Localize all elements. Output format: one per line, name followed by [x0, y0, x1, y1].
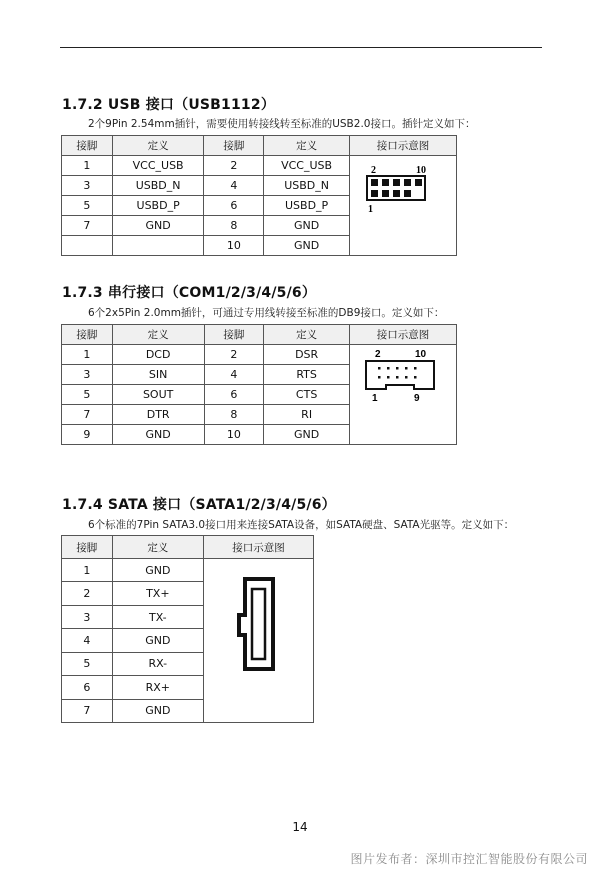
pin-signal: SIN: [112, 365, 204, 385]
pin-signal: GND: [112, 629, 203, 652]
pin-signal: VCC_USB: [112, 156, 204, 176]
pin-signal: TX+: [112, 582, 203, 605]
sata-connector-slot: [252, 589, 265, 659]
header-definition: 定义: [112, 536, 203, 559]
header-definition: 定义: [112, 136, 204, 156]
com-pin-table: [61, 324, 457, 445]
pin-number: 7: [62, 699, 113, 722]
table-header-row: [62, 325, 457, 345]
pin-number: 5: [62, 652, 113, 675]
header-pin: 接脚: [62, 325, 113, 345]
pin-number: 7: [62, 216, 113, 236]
header-definition: 定义: [112, 325, 204, 345]
pin-signal: USBD_P: [112, 196, 204, 216]
pin-signal: RX+: [112, 676, 203, 699]
pin-number: 8: [204, 405, 264, 425]
header-rule: [60, 47, 542, 48]
pin-number: 8: [204, 216, 264, 236]
pin-signal: SOUT: [112, 385, 204, 405]
header-pin: 接脚: [62, 136, 113, 156]
pin-signal: CTS: [264, 385, 350, 405]
pin-number: 5: [62, 385, 113, 405]
sata-pin-table: [61, 535, 314, 723]
sata-connector-outline: [239, 579, 273, 669]
com-header-diagram: [350, 345, 456, 425]
pin-number: 4: [62, 629, 113, 652]
sata-section-heading: 1.7.4 SATA 接口（SATA1/2/3/4/5/6）: [62, 497, 336, 513]
pin-signal: GND: [112, 699, 203, 722]
pin-signal: RI: [264, 405, 350, 425]
sata-connector-diagram: [205, 559, 313, 719]
header-pin: 接脚: [204, 325, 264, 345]
header-diagram: 接口示意图: [204, 536, 314, 559]
header-diagram: 接口示意图: [349, 325, 456, 345]
table-row: [62, 345, 457, 365]
com-diagram-cell: [349, 345, 456, 445]
pin-signal: VCC_USB: [264, 156, 350, 176]
pin-signal: DSR: [264, 345, 350, 365]
pin-number: 3: [62, 365, 113, 385]
pin-label-10: 10: [414, 349, 427, 360]
pin-number: 1: [62, 156, 113, 176]
usb-header-diagram: [350, 156, 456, 236]
pin-label-2: 2: [374, 349, 381, 360]
table-row: [62, 156, 457, 176]
pin-number: 6: [204, 196, 264, 216]
pin-signal: USBD_N: [112, 176, 204, 196]
pin-signal: RTS: [264, 365, 350, 385]
pin-number: 1: [62, 559, 113, 582]
pin-signal: GND: [264, 236, 350, 256]
pin-signal: GND: [112, 425, 204, 445]
pin-number: 5: [62, 196, 113, 216]
pin-number: 4: [204, 176, 264, 196]
pin-signal: RX-: [112, 652, 203, 675]
pin-signal: GND: [264, 216, 350, 236]
pin-number: 3: [62, 176, 113, 196]
pin-label-10: 10: [415, 165, 426, 176]
pin-number: 2: [204, 156, 264, 176]
pin-number: 7: [62, 405, 113, 425]
pin-signal: GND: [264, 425, 350, 445]
usb-pin-table: [61, 135, 457, 256]
pin-signal: GND: [112, 216, 204, 236]
pin-signal: [112, 236, 204, 256]
com-section-description: 6个2x5Pin 2.0mm插针，可通过专用线转接至标准的DB9接口。定义如下：: [88, 307, 445, 319]
pin-signal: GND: [112, 559, 203, 582]
pin-number: 4: [204, 365, 264, 385]
pin-number: 6: [62, 676, 113, 699]
pin-number: 9: [62, 425, 113, 445]
usb-section-heading: 1.7.2 USB 接口（USB1112）: [62, 97, 276, 113]
com-section-heading: 1.7.3 串行接口（COM1/2/3/4/5/6）: [62, 285, 317, 301]
header-definition: 定义: [264, 325, 350, 345]
sata-diagram-cell: [204, 559, 314, 723]
usb-diagram-cell: [349, 156, 456, 256]
pin-label-9: 9: [413, 393, 420, 404]
pin-number: 6: [204, 385, 264, 405]
pin-number: 3: [62, 605, 113, 628]
pin-label-2: 2: [370, 165, 376, 176]
pin-number: 10: [204, 425, 264, 445]
pin-label-1: 1: [371, 393, 378, 404]
pin-signal: DCD: [112, 345, 204, 365]
com-header-outline: [366, 361, 434, 389]
header-pin: 接脚: [204, 136, 264, 156]
pin-signal: DTR: [112, 405, 204, 425]
pin-label-1: 1: [367, 204, 373, 215]
pin-signal: USBD_P: [264, 196, 350, 216]
pin-number: 1: [62, 345, 113, 365]
table-row: [62, 559, 314, 582]
table-header-row: [62, 536, 314, 559]
pin-number: 10: [204, 236, 264, 256]
pin-number: [62, 236, 113, 256]
pin-signal: USBD_N: [264, 176, 350, 196]
header-definition: 定义: [264, 136, 350, 156]
pin-number: 2: [62, 582, 113, 605]
pin-number: 2: [204, 345, 264, 365]
sata-section-description: 6个标准的7Pin SATA3.0接口用来连接SATA设备，如SATA硬盘、SATA光驱等。定义如下：: [88, 519, 515, 531]
publisher-credit: 图片发布者：深圳市控汇智能股份有限公司: [350, 852, 588, 866]
usb-section-description: 2个9Pin 2.54mm插针，需要使用转接线转至标准的USB2.0接口。插针定义如下：: [88, 118, 476, 130]
page-number: 14: [292, 820, 308, 834]
pin-signal: TX-: [112, 605, 203, 628]
header-diagram: 接口示意图: [349, 136, 456, 156]
table-header-row: [62, 136, 457, 156]
header-pin: 接脚: [62, 536, 113, 559]
